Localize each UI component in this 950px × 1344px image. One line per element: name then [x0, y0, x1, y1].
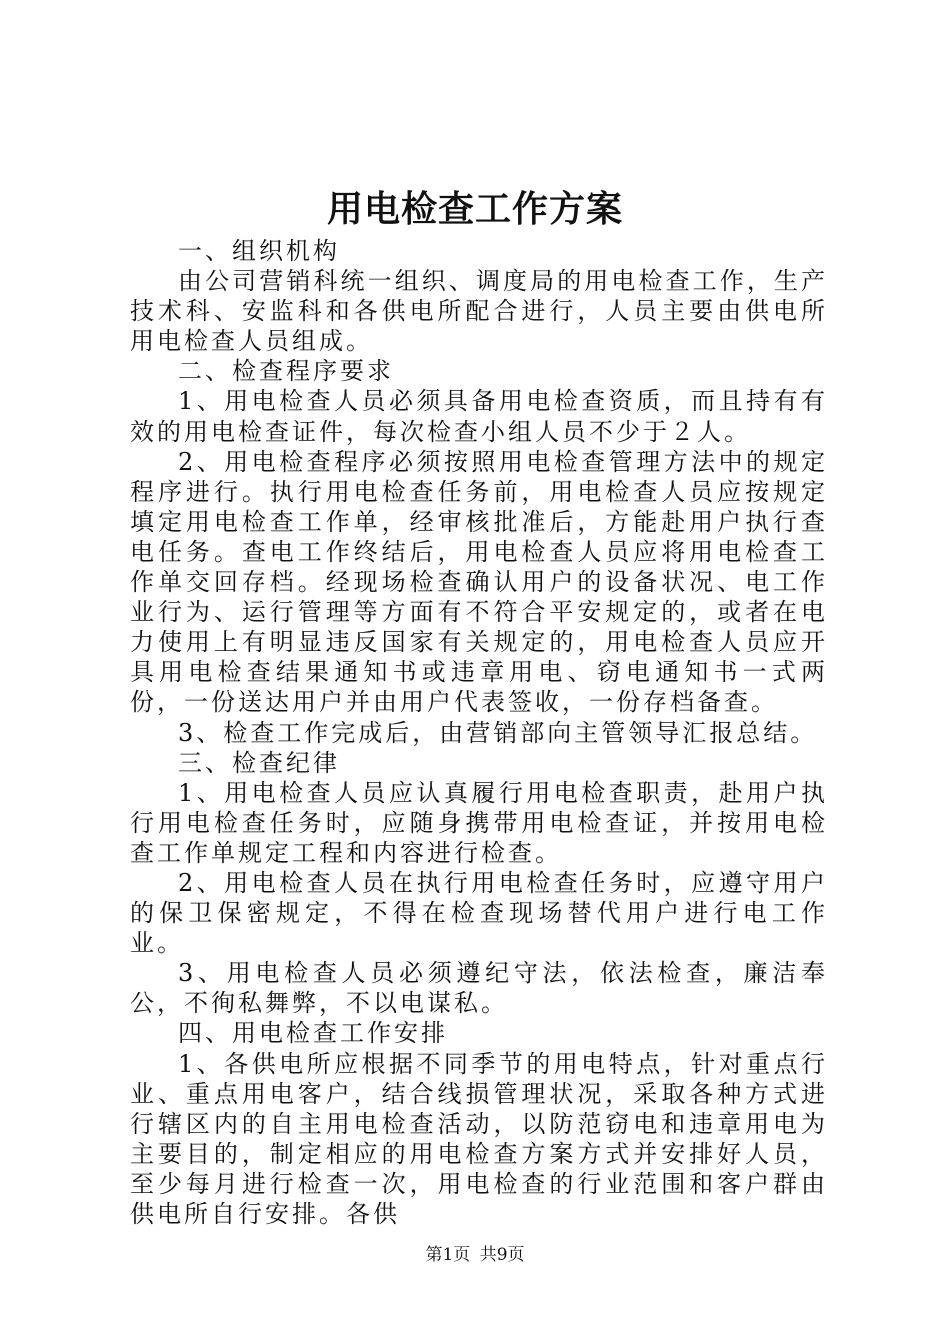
- paragraph: 2、用电检查程序必须按照用电检查管理方法中的规定程序进行。执行用电检查任务前，用电检查人员应按规定填定用电检查工作单，经审核批准后，方能赴用户执行查电任务。查电工作终结后，用电检查人员应将用电检查工作单交回存档。经现场检查确认用户的设备状况、电工作业行为、运行管理等方面有不符合平安规定的，或者在电力使用上有明显违反国家有关规定的，用电检查人员应开具用电检查结果通知书或违章用电、窃电通知书一式两份，一份送达用户并由用户代表签收，一份存档备查。: [130, 447, 828, 717]
- section-heading: 三、检查纪律: [178, 748, 340, 777]
- paragraph: 3、检查工作完成后，由营销部向主管领导汇报总结。: [178, 718, 818, 747]
- paragraph: 3、用电检查人员必须遵纪守法，依法检查，廉洁奉公，不徇私舞弊，不以电谋私。: [130, 959, 828, 1018]
- section-heading: 二、检查程序要求: [178, 357, 394, 386]
- page-footer: [0, 1243, 950, 1267]
- paragraph: 由公司营销科统一组织、调度局的用电检查工作，生产技术科、安监科和各供电所配合进行，人员主要由供电所用电检查人员组成。: [130, 267, 828, 356]
- section-heading: 四、用电检查工作安排: [178, 1019, 448, 1048]
- section-heading: 一、组织机构: [178, 237, 340, 265]
- paragraph: 2、用电检查人员在执行用电检查任务时，应遵守用户的保卫保密规定，不得在检查现场替代用户进行电工作业。: [130, 868, 828, 958]
- document-body: [130, 236, 828, 1229]
- page-total: 共9页: [479, 1245, 525, 1265]
- paragraph: 1、用电检查人员应认真履行用电检查职责，赴用户执行用电检查任务时，应随身携带用电检查证，并按用电检查工作单规定工程和内容进行检查。: [130, 778, 828, 867]
- paragraph: 1、用电检查人员必须具备用电检查资质，而且持有有效的用电检查证件，每次检查小组人员不少于２人。: [130, 387, 828, 446]
- paragraph: 1、各供电所应根据不同季节的用电特点，针对重点行业、重点用电客户，结合线损管理状况，采取各种方式进行辖区内的自主用电检查活动，以防范窃电和违章用电为主要目的，制定相应的用电检查方案方式并安排好人员，至少每月进行检查一次，用电检查的行业范围和客户群由供电所自行安排。各供: [130, 1049, 828, 1228]
- document-title: 用电检查工作方案: [326, 188, 623, 230]
- page-number: 第1页: [425, 1245, 471, 1265]
